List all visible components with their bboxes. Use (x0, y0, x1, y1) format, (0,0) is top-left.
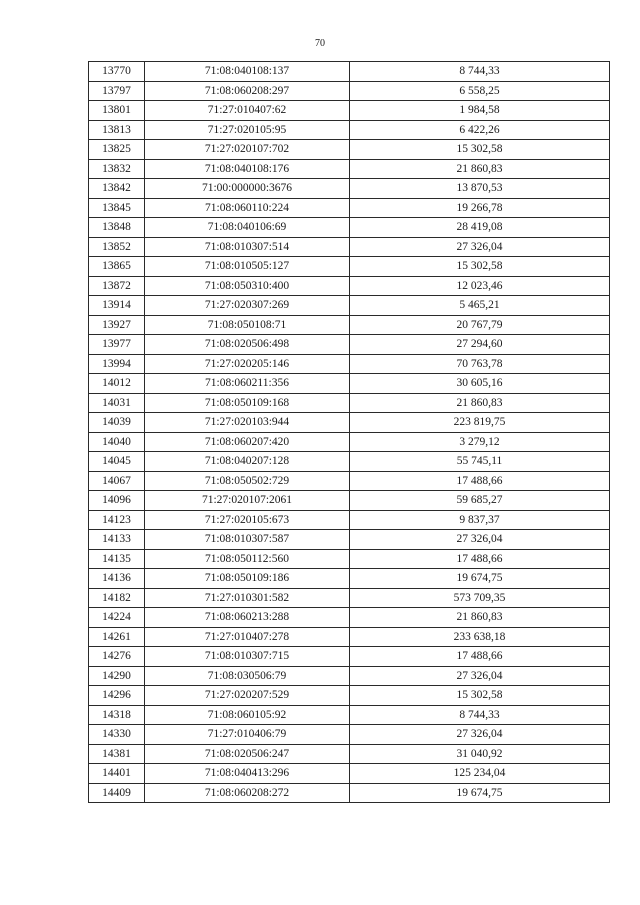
amount-cell: 233 638,18 (350, 627, 610, 647)
amount-cell: 17 488,66 (350, 549, 610, 569)
table-row (89, 120, 610, 140)
table-row (89, 627, 610, 647)
table-row (89, 647, 610, 667)
amount-cell: 27 326,04 (350, 530, 610, 550)
table-row (89, 335, 610, 355)
record-number-cell: 13848 (89, 218, 145, 238)
record-number-cell: 14261 (89, 627, 145, 647)
table-row (89, 276, 610, 296)
cadastral-number-cell: 71:08:040108:137 (145, 62, 350, 82)
amount-cell: 59 685,27 (350, 491, 610, 511)
table-row (89, 608, 610, 628)
amount-cell: 19 674,75 (350, 783, 610, 803)
table-row (89, 744, 610, 764)
registry-table (88, 61, 610, 803)
record-number-cell: 14136 (89, 569, 145, 589)
table-row (89, 686, 610, 706)
amount-cell: 8 744,33 (350, 705, 610, 725)
record-number-cell: 14276 (89, 647, 145, 667)
table-row (89, 705, 610, 725)
cadastral-number-cell: 71:08:040106:69 (145, 218, 350, 238)
table-row (89, 452, 610, 472)
record-number-cell: 14067 (89, 471, 145, 491)
amount-cell: 6 558,25 (350, 81, 610, 101)
record-number-cell: 14039 (89, 413, 145, 433)
table-row (89, 569, 610, 589)
cadastral-number-cell: 71:08:060211:356 (145, 374, 350, 394)
table-row (89, 218, 610, 238)
cadastral-number-cell: 71:08:030506:79 (145, 666, 350, 686)
cadastral-number-cell: 71:27:010407:62 (145, 101, 350, 121)
amount-cell: 15 302,58 (350, 257, 610, 277)
cadastral-number-cell: 71:08:060208:272 (145, 783, 350, 803)
amount-cell: 19 266,78 (350, 198, 610, 218)
cadastral-number-cell: 71:08:050502:729 (145, 471, 350, 491)
cadastral-number-cell: 71:08:060105:92 (145, 705, 350, 725)
table-row (89, 764, 610, 784)
table-row (89, 549, 610, 569)
amount-cell: 55 745,11 (350, 452, 610, 472)
cadastral-number-cell: 71:08:060208:297 (145, 81, 350, 101)
table-row (89, 315, 610, 335)
record-number-cell: 13977 (89, 335, 145, 355)
amount-cell: 27 326,04 (350, 237, 610, 257)
amount-cell: 3 279,12 (350, 432, 610, 452)
record-number-cell: 14031 (89, 393, 145, 413)
amount-cell: 15 302,58 (350, 686, 610, 706)
table-row (89, 81, 610, 101)
table-row (89, 725, 610, 745)
cadastral-number-cell: 71:08:010307:715 (145, 647, 350, 667)
amount-cell: 70 763,78 (350, 354, 610, 374)
amount-cell: 21 860,83 (350, 159, 610, 179)
record-number-cell: 14123 (89, 510, 145, 530)
record-number-cell: 13832 (89, 159, 145, 179)
table-row (89, 510, 610, 530)
amount-cell: 15 302,58 (350, 140, 610, 160)
cadastral-number-cell: 71:08:050109:186 (145, 569, 350, 589)
cadastral-number-cell: 71:08:010307:587 (145, 530, 350, 550)
record-number-cell: 14040 (89, 432, 145, 452)
amount-cell: 17 488,66 (350, 471, 610, 491)
amount-cell: 21 860,83 (350, 393, 610, 413)
table-row (89, 237, 610, 257)
amount-cell: 27 294,60 (350, 335, 610, 355)
cadastral-number-cell: 71:08:040108:176 (145, 159, 350, 179)
table-row (89, 354, 610, 374)
record-number-cell: 14012 (89, 374, 145, 394)
cadastral-number-cell: 71:08:050108:71 (145, 315, 350, 335)
record-number-cell: 13825 (89, 140, 145, 160)
amount-cell: 573 709,35 (350, 588, 610, 608)
record-number-cell: 13797 (89, 81, 145, 101)
table-row (89, 179, 610, 199)
table-row (89, 62, 610, 82)
record-number-cell: 14330 (89, 725, 145, 745)
cadastral-number-cell: 71:08:020506:498 (145, 335, 350, 355)
cadastral-number-cell: 71:27:020207:529 (145, 686, 350, 706)
cadastral-number-cell: 71:08:050310:400 (145, 276, 350, 296)
amount-cell: 31 040,92 (350, 744, 610, 764)
cadastral-number-cell: 71:08:010505:127 (145, 257, 350, 277)
table-row (89, 257, 610, 277)
cadastral-number-cell: 71:27:020205:146 (145, 354, 350, 374)
cadastral-number-cell: 71:27:020307:269 (145, 296, 350, 316)
cadastral-number-cell: 71:08:060213:288 (145, 608, 350, 628)
cadastral-number-cell: 71:27:010407:278 (145, 627, 350, 647)
record-number-cell: 13842 (89, 179, 145, 199)
record-number-cell: 14133 (89, 530, 145, 550)
table-row (89, 471, 610, 491)
amount-cell: 1 984,58 (350, 101, 610, 121)
amount-cell: 12 023,46 (350, 276, 610, 296)
cadastral-number-cell: 71:08:010307:514 (145, 237, 350, 257)
record-number-cell: 13845 (89, 198, 145, 218)
record-number-cell: 13770 (89, 62, 145, 82)
record-number-cell: 14135 (89, 549, 145, 569)
cadastral-number-cell: 71:08:060207:420 (145, 432, 350, 452)
record-number-cell: 13914 (89, 296, 145, 316)
table-row (89, 530, 610, 550)
record-number-cell: 14318 (89, 705, 145, 725)
table-row (89, 666, 610, 686)
cadastral-number-cell: 71:27:020105:95 (145, 120, 350, 140)
record-number-cell: 14045 (89, 452, 145, 472)
record-number-cell: 13872 (89, 276, 145, 296)
amount-cell: 17 488,66 (350, 647, 610, 667)
amount-cell: 19 674,75 (350, 569, 610, 589)
table-row (89, 140, 610, 160)
page-number: 70 (315, 38, 325, 49)
table-row (89, 432, 610, 452)
amount-cell: 9 837,37 (350, 510, 610, 530)
cadastral-number-cell: 71:08:040413:296 (145, 764, 350, 784)
record-number-cell: 13813 (89, 120, 145, 140)
record-number-cell: 14381 (89, 744, 145, 764)
table-row (89, 296, 610, 316)
record-number-cell: 13852 (89, 237, 145, 257)
amount-cell: 30 605,16 (350, 374, 610, 394)
cadastral-number-cell: 71:27:010406:79 (145, 725, 350, 745)
record-number-cell: 14296 (89, 686, 145, 706)
record-number-cell: 14182 (89, 588, 145, 608)
cadastral-number-cell: 71:27:020107:2061 (145, 491, 350, 511)
cadastral-number-cell: 71:27:020107:702 (145, 140, 350, 160)
record-number-cell: 13994 (89, 354, 145, 374)
cadastral-number-cell: 71:08:040207:128 (145, 452, 350, 472)
record-number-cell: 14290 (89, 666, 145, 686)
table-row (89, 491, 610, 511)
table-row (89, 393, 610, 413)
registry-table-body (89, 62, 610, 803)
record-number-cell: 14224 (89, 608, 145, 628)
amount-cell: 28 419,08 (350, 218, 610, 238)
amount-cell: 8 744,33 (350, 62, 610, 82)
cadastral-number-cell: 71:08:050112:560 (145, 549, 350, 569)
amount-cell: 21 860,83 (350, 608, 610, 628)
table-row (89, 101, 610, 121)
cadastral-number-cell: 71:27:020105:673 (145, 510, 350, 530)
cadastral-number-cell: 71:00:000000:3676 (145, 179, 350, 199)
amount-cell: 27 326,04 (350, 725, 610, 745)
record-number-cell: 14409 (89, 783, 145, 803)
table-row (89, 159, 610, 179)
table-row (89, 413, 610, 433)
amount-cell: 13 870,53 (350, 179, 610, 199)
cadastral-number-cell: 71:27:020103:944 (145, 413, 350, 433)
record-number-cell: 14096 (89, 491, 145, 511)
table-row (89, 783, 610, 803)
amount-cell: 125 234,04 (350, 764, 610, 784)
table-row (89, 374, 610, 394)
cadastral-number-cell: 71:08:050109:168 (145, 393, 350, 413)
amount-cell: 20 767,79 (350, 315, 610, 335)
amount-cell: 27 326,04 (350, 666, 610, 686)
cadastral-number-cell: 71:08:020506:247 (145, 744, 350, 764)
cadastral-number-cell: 71:27:010301:582 (145, 588, 350, 608)
amount-cell: 6 422,26 (350, 120, 610, 140)
record-number-cell: 13927 (89, 315, 145, 335)
amount-cell: 5 465,21 (350, 296, 610, 316)
record-number-cell: 14401 (89, 764, 145, 784)
amount-cell: 223 819,75 (350, 413, 610, 433)
record-number-cell: 13865 (89, 257, 145, 277)
cadastral-number-cell: 71:08:060110:224 (145, 198, 350, 218)
table-row (89, 198, 610, 218)
record-number-cell: 13801 (89, 101, 145, 121)
table-row (89, 588, 610, 608)
